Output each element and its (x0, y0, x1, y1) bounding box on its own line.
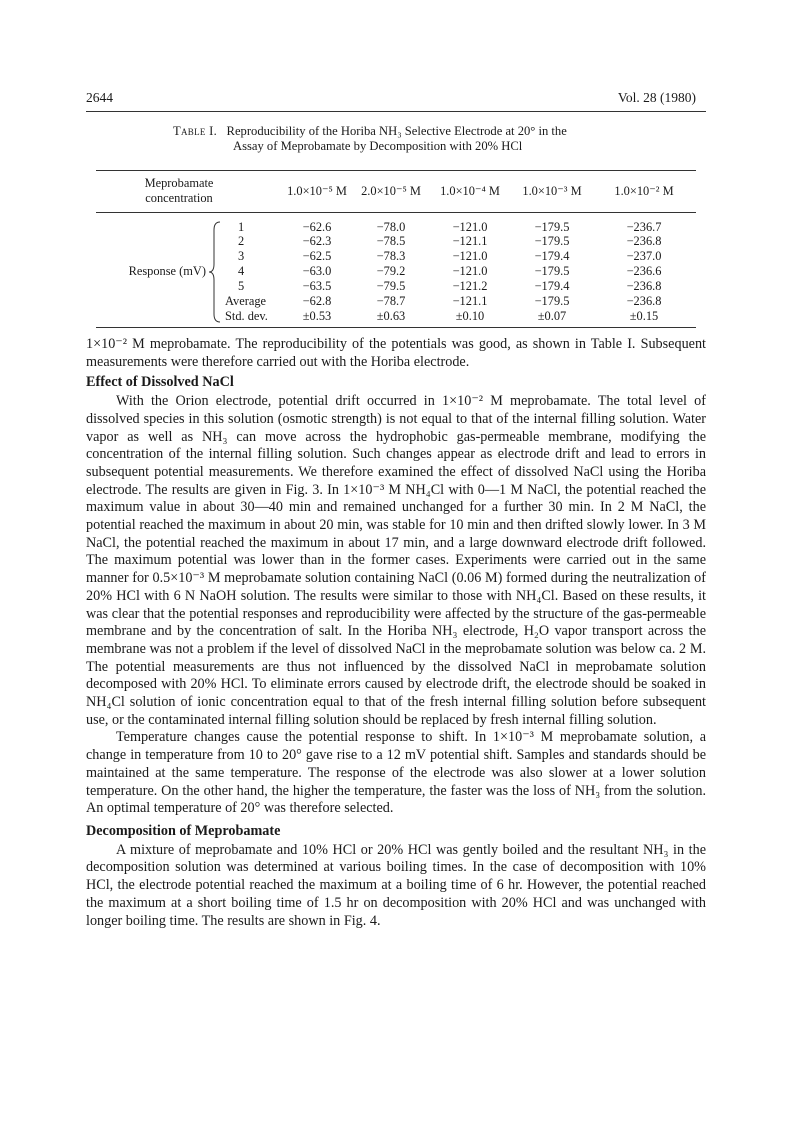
table-cell: −78.3 (376, 249, 406, 264)
row-label: Average (225, 293, 267, 308)
table-cell: −62.5 (302, 249, 332, 264)
paragraph: Temperature changes cause the potential response to shift. In 1×10⁻³ M meprobamate solution, a change in temperature from 10 to 20° gave rise to a 12 mV potential shift. Samples and standards should be maintained at the same temperature. The response of the electrode was also slower at a lower solution temperature. On the other hand, the higher the temperature, the faster was the loss of NH₃ from the solution. An optimal temperature of 20° was therefore selected. (86, 729, 706, 817)
row-label: Std. dev. (225, 308, 268, 323)
col-header-label-2: concentration (145, 190, 213, 205)
col-header: 1.0×10⁻³ M (522, 184, 582, 199)
row-label: 5 (238, 278, 245, 293)
row-label: 2 (238, 234, 245, 249)
table-cell: −121.0 (452, 264, 488, 279)
col-header-label-1: Meprobamate (144, 176, 214, 190)
article-body (86, 336, 706, 930)
paragraph: A mixture of meprobamate and 10% HCl or 20% HCl was gently boiled and the resultant NH₃ in the decomposition solution was determined at various boiling times. In the case of decomposition with 10% HCl, the electrode potential reached the maximum at a boiling time of 6 hr. However, the potential reached the maximum at a short boiling time of 1.5 hr on decomposition with 20% HCl and was unchanged with longer boiling time. The results are shown in Fig. 4. (86, 841, 706, 929)
table-cell: −121.0 (452, 219, 488, 234)
table-cell: −79.5 (376, 278, 406, 293)
table-cell: ±0.63 (376, 308, 406, 323)
col-header: 1.0×10⁻⁵ M (287, 184, 347, 199)
page-number: 2644 (86, 90, 113, 105)
table-cell: −236.8 (626, 234, 662, 249)
table-cell: −179.5 (534, 264, 570, 279)
table-cell: −179.5 (534, 219, 570, 234)
col-header: 1.0×10⁻² M (614, 184, 674, 199)
table-cell: −121.1 (452, 293, 488, 308)
table-cell: −79.2 (376, 264, 406, 279)
section-heading: Effect of Dissolved NaCl (86, 374, 234, 391)
table-cell: ±0.10 (455, 308, 485, 323)
table-cell: −236.8 (626, 278, 662, 293)
paragraph: With the Orion electrode, potential drift occurred in 1×10⁻² M meprobamate. The total level of dissolved species in this solution (osmotic strength) is not equal to that of the internal filling solution. Water vapor as well as NH₃ can move across the hydrophobic gas-permeable membrane, modifying the concentration of the internal filling solution. Such changes appear as electrode drift and lead to errors in subsequent potential measurements. We therefore examined the effect of dissolved NaCl using the Horiba electrode. The results are given in Fig. 3. In 1×10⁻³ M NH₄Cl with 0—1 M NaCl, the potential reached the maximum value in about 30—40 min and remained unchanged for a further 30 min. In 2 M NaCl, the potential reached the maximum in about 20 min, was stable for 10 min and then drifted slowly lower. In 3 M NaCl, the potential reached the maximum in about 17 min, and a large downward electrode drift followed. The maximum potential was lower than in the former cases. Experiments were carried out in the same manner for 0.5×10⁻³ M meprobamate solution containing NaCl (0.06 M) formed during the neutralization of 20% HCl with 6 N NaOH solution. The results were similar to those with NH₄Cl. Based on these results, it was clear that the potential responses and reproducibility were affected by the structure of the gas-permeable membrane and by the concentration of salt. In the Horiba NH₃ electrode, H₂O vapor transport across the membrane was not a problem if the level of dissolved NaCl in the meprobamate solution was below ca. 2 M. The potential measurements are thus not influenced by the dissolved NaCl in meprobamate solution decomposed with 20% HCl. To eliminate errors caused by electrode drift, the electrode should be soaked in NH₄Cl solution of ionic concentration equal to that of the fresh internal filling solution before subsequent use, or the contaminated internal filling solution should be replaced by fresh internal filling solution. (86, 393, 706, 728)
table-cell: ±0.07 (537, 308, 567, 323)
table-cell: −121.1 (452, 234, 488, 249)
table-cell: −179.4 (534, 278, 570, 293)
table-row (96, 220, 696, 235)
section-heading: Decomposition of Meprobamate (86, 822, 281, 839)
col-header: 2.0×10⁻⁵ M (361, 184, 421, 199)
row-label: 3 (238, 249, 245, 264)
intro-paragraph: 1×10⁻² M meprobamate. The reproducibility of the potentials was good, as shown in Table I. Subsequent measurements were therefore carried out with the Horiba electrode. (86, 336, 706, 370)
left-brace-icon (208, 220, 222, 324)
table-cell: −62.6 (302, 219, 332, 234)
table-cell: −62.8 (302, 293, 332, 308)
header-rule (86, 111, 706, 112)
reproducibility-table (96, 170, 696, 329)
table-caption-line1: Reproducibility of the Horiba NH₃ Selective Electrode at 20° in the (226, 124, 567, 138)
table-cell: −236.8 (626, 293, 662, 308)
table-label: Table I. (173, 124, 218, 138)
table-cell: ±0.53 (302, 308, 332, 323)
table-cell: −179.5 (534, 234, 570, 249)
table-cell: −237.0 (626, 249, 662, 264)
table-cell: −179.4 (534, 249, 570, 264)
row-group-label: Response (mV) (128, 264, 206, 279)
table-cell: −63.0 (302, 264, 332, 279)
row-label: 4 (238, 264, 245, 279)
table-cell: −179.5 (534, 293, 570, 308)
table-header-row (96, 172, 696, 212)
col-header: 1.0×10⁻⁴ M (440, 184, 500, 199)
table-cell: −236.6 (626, 264, 662, 279)
table-cell: −63.5 (302, 278, 332, 293)
table-cell: ±0.15 (629, 308, 659, 323)
table-cell: −78.7 (376, 293, 406, 308)
table-cell: −78.5 (376, 234, 406, 249)
table-cell: −78.0 (376, 219, 406, 234)
volume-label: Vol. 28 (1980) (617, 90, 696, 105)
table-cell: −121.0 (452, 249, 488, 264)
table-caption-line2: Assay of Meprobamate by Decomposition with 20% HCl (233, 139, 523, 153)
table-cell: −62.3 (302, 234, 332, 249)
table-caption (173, 124, 567, 154)
table-cell: −121.2 (452, 278, 488, 293)
table-cell: −236.7 (626, 219, 662, 234)
row-label: 1 (238, 219, 245, 234)
